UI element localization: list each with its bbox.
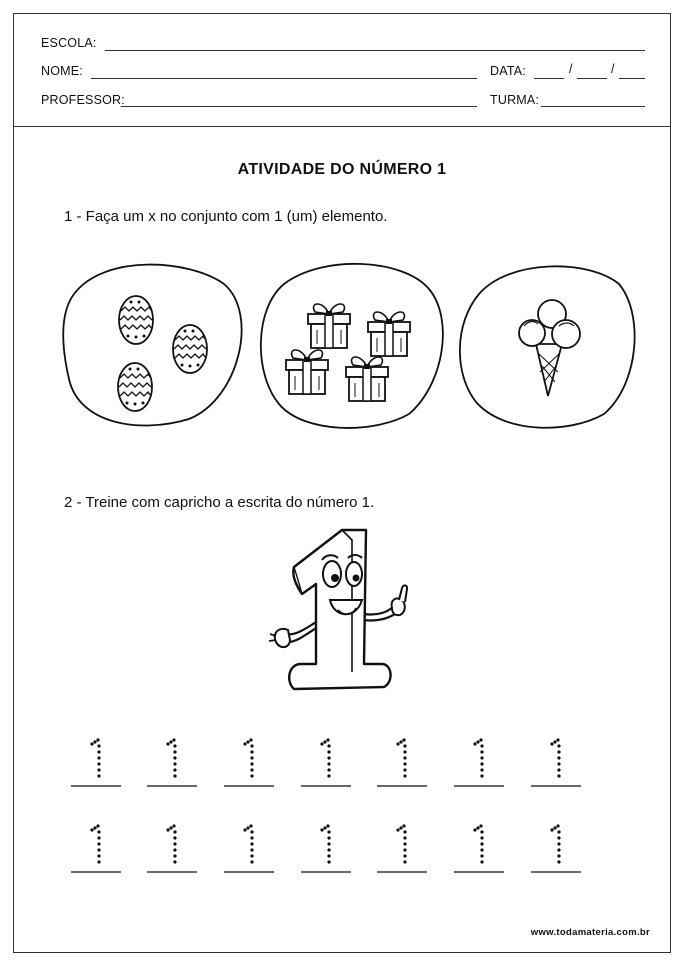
student-info-header: [14, 14, 670, 127]
number-one-tracing-cell[interactable]: [454, 818, 506, 874]
school-field[interactable]: [105, 50, 645, 51]
number-one-tracing-cell[interactable]: [147, 818, 199, 874]
easter-egg-icon: [173, 325, 207, 373]
easter-egg-icon: [119, 296, 153, 344]
class-field[interactable]: [541, 106, 645, 107]
dotted-number-one-icon: [71, 818, 123, 874]
dotted-number-one-icon: [377, 732, 429, 788]
dotted-number-one-icon: [147, 732, 199, 788]
question-1-text: 1 - Faça um x no conjunto com 1 (um) elemento.: [64, 208, 388, 225]
set-1-eggs[interactable]: [63, 265, 241, 426]
number-one-tracing-cell[interactable]: [71, 732, 123, 788]
name-label: NOME:: [41, 64, 83, 78]
date-month-field[interactable]: [577, 78, 607, 79]
easter-egg-icon: [118, 363, 152, 411]
number-one-tracing-cell[interactable]: [224, 732, 276, 788]
dotted-number-one-icon: [531, 732, 583, 788]
class-label: TURMA:: [490, 93, 540, 107]
number-one-tracing-cell[interactable]: [301, 818, 353, 874]
school-label: ESCOLA:: [41, 36, 97, 50]
number-one-tracing-cell[interactable]: [71, 818, 123, 874]
dotted-number-one-icon: [377, 818, 429, 874]
teacher-label: PROFESSOR:: [41, 93, 125, 107]
dotted-number-one-icon: [454, 818, 506, 874]
dotted-number-one-icon: [71, 732, 123, 788]
date-label: DATA:: [490, 64, 526, 78]
number-one-tracing-cell[interactable]: [531, 732, 583, 788]
dotted-number-one-icon: [224, 818, 276, 874]
date-day-field[interactable]: [534, 78, 564, 79]
number-one-tracing-cell[interactable]: [224, 818, 276, 874]
number-one-tracing-cell[interactable]: [377, 732, 429, 788]
number-one-tracing-cell[interactable]: [454, 732, 506, 788]
number-one-tracing-cell[interactable]: [301, 732, 353, 788]
date-year-field[interactable]: [619, 78, 645, 79]
worksheet-page: [13, 13, 671, 953]
number-one-tracing-cell[interactable]: [377, 818, 429, 874]
dotted-number-one-icon: [454, 732, 506, 788]
number-one-character-icon: [254, 522, 414, 702]
sets-illustration: [14, 254, 672, 434]
dotted-number-one-icon: [531, 818, 583, 874]
footer-website: www.todamateria.com.br: [530, 927, 650, 938]
dotted-number-one-icon: [301, 732, 353, 788]
date-separator: /: [611, 62, 615, 76]
set-3-ice-cream[interactable]: [460, 266, 635, 427]
number-one-tracing-cell[interactable]: [531, 818, 583, 874]
dotted-number-one-icon: [147, 818, 199, 874]
set-2-gifts[interactable]: [261, 264, 443, 428]
page-title: ATIVIDADE DO NÚMERO 1: [237, 161, 447, 178]
question-2-text: 2 - Treine com capricho a escrita do número 1.: [64, 494, 375, 511]
number-one-tracing-cell[interactable]: [147, 732, 199, 788]
dotted-number-one-icon: [301, 818, 353, 874]
date-separator: /: [569, 62, 573, 76]
teacher-field[interactable]: [121, 106, 477, 107]
dotted-number-one-icon: [224, 732, 276, 788]
name-field[interactable]: [91, 78, 477, 79]
